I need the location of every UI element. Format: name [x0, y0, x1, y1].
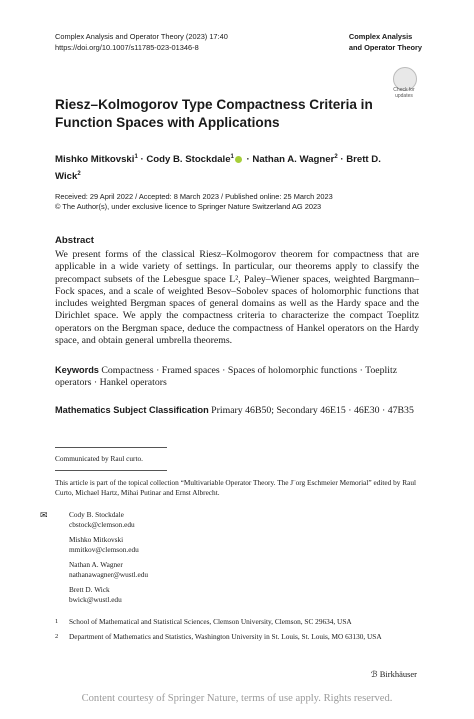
- msc-label: Mathematics Subject Classification: [55, 405, 209, 415]
- affiliation-2: [55, 632, 419, 642]
- courtesy-notice: Content courtesy of Springer Nature, terms of use apply. Rights reserved.: [81, 693, 393, 704]
- publisher-logo-icon: ℬ: [370, 669, 378, 679]
- contact-name: Mishko Mitkovski: [69, 535, 124, 544]
- abstract-heading: Abstract: [55, 235, 94, 246]
- keywords-block: [55, 364, 419, 390]
- affiliation-text: Department of Mathematics and Statistics, Washington University in St. Louis, St. Louis, MO 63130, USA: [69, 632, 382, 641]
- author-name[interactable]: Brett D. Wick: [55, 154, 381, 183]
- abstract-text: We present forms of the classical Riesz–Kolmogorov theorem for compactness that are applicable in a wide variety of settings. In particular, our theorems apply to classify the precompact subsets of the Lebesgue space L², Paley–Wiener spaces, weighted Bargmann–Fock spaces, and a scale of weighted Besov–Sobolev spaces of holomorphic functions that includes weighted Bergman spaces of general domains as well as the Hardy space and the Dirichlet space. We apply the compactness criteria to characterize the compact Toeplitz operators on the Bergman space, deduce the compactness of Hankel operators on the Hardy space, and obtain general umbrella theorems.: [55, 249, 419, 347]
- affiliation-number: 2: [55, 633, 59, 640]
- author-affil-sup: 1: [134, 154, 138, 160]
- contact-list: [69, 510, 148, 610]
- affiliation-text: School of Mathematical and Statistical Sciences, Clemson University, Clemson, SC 29634, USA: [69, 617, 352, 626]
- envelope-icon: ✉: [40, 510, 48, 520]
- contact-entry: [69, 560, 148, 579]
- journal-name-line-1: Complex Analysis: [348, 32, 413, 41]
- check-for-updates-badge[interactable]: [389, 67, 419, 101]
- affiliation-1: [55, 617, 419, 627]
- contact-entry: [69, 585, 148, 604]
- article-title: Riesz–Kolmogorov Type Compactness Criteria in Function Spaces with Applications: [55, 97, 373, 130]
- badge-text-2: updates: [395, 92, 413, 99]
- topical-collection-note: This article is part of the topical collection “Multivariable Operator Theory. The J¨org Eschmeier Memorial” edited by Raul Curto, Michael Hartz, Mihai Putinar and Ernst Albrecht.: [55, 478, 417, 497]
- journal-name: [349, 31, 422, 53]
- author-name[interactable]: Mishko Mitkovski: [55, 154, 135, 166]
- msc-codes: Primary 46B50; Secondary 46E15 · 46E30 · 47B35: [211, 405, 414, 416]
- msc-block: [55, 404, 419, 417]
- contact-entry: [69, 510, 148, 529]
- contact-email[interactable]: bwick@wustl.edu: [69, 594, 122, 604]
- orcid-icon[interactable]: [235, 156, 242, 163]
- copyright-line: © The Author(s), under exclusive licence to Springer Nature Switzerland AG 2023: [55, 202, 322, 211]
- journal-header: [55, 31, 228, 53]
- author-list: Mishko Mitkovski$^1$ · Cody B. Stockdale$^1$ · Nathan A. Wagner$^2$ · Brett D. Wick$^2$: [55, 154, 381, 183]
- footnote-divider: [55, 447, 167, 448]
- dates-line: Received: 29 April 2022 / Accepted: 8 March 2023 / Published online: 25 March 2023: [55, 192, 333, 201]
- author-affil-sup: 2: [77, 171, 81, 178]
- contact-email[interactable]: nathanawagner@wustl.edu: [69, 569, 149, 579]
- contact-name: Cody B. Stockdale: [69, 510, 124, 519]
- affiliation-number: 1: [55, 618, 59, 625]
- author-affil-sup: 1: [230, 154, 234, 160]
- contact-entry: [69, 535, 148, 554]
- keywords-label: Keywords: [55, 365, 99, 375]
- author-affil-sup: 2: [334, 154, 338, 160]
- contact-email[interactable]: mmitkov@clemson.edu: [69, 544, 139, 554]
- journal-issue-line: Complex Analysis and Operator Theory (2023) 17:40: [55, 32, 228, 41]
- contact-name: Nathan A. Wagner: [69, 560, 123, 569]
- keywords-list: Compactness · Framed spaces · Spaces of holomorphic functions · Toeplitz operators · Hankel operators: [55, 365, 398, 389]
- doi-link[interactable]: https://doi.org/10.1007/s11785-023-01346-8: [55, 43, 199, 52]
- footnote-divider: [55, 470, 167, 471]
- publication-dates: [55, 192, 435, 212]
- author-name[interactable]: Nathan A. Wagner: [252, 154, 335, 166]
- publisher-logo: [371, 669, 417, 680]
- publisher-name: Birkhäuser: [379, 669, 417, 679]
- author-name[interactable]: Cody B. Stockdale: [146, 154, 231, 166]
- badge-text-1: Check for: [393, 87, 415, 93]
- contact-email[interactable]: cbstock@clemson.edu: [69, 519, 135, 529]
- contact-name: Brett D. Wick: [69, 585, 110, 594]
- journal-name-line-2: and Operator Theory: [348, 43, 422, 52]
- communicated-by: Communicated by Raul curto.: [55, 454, 143, 463]
